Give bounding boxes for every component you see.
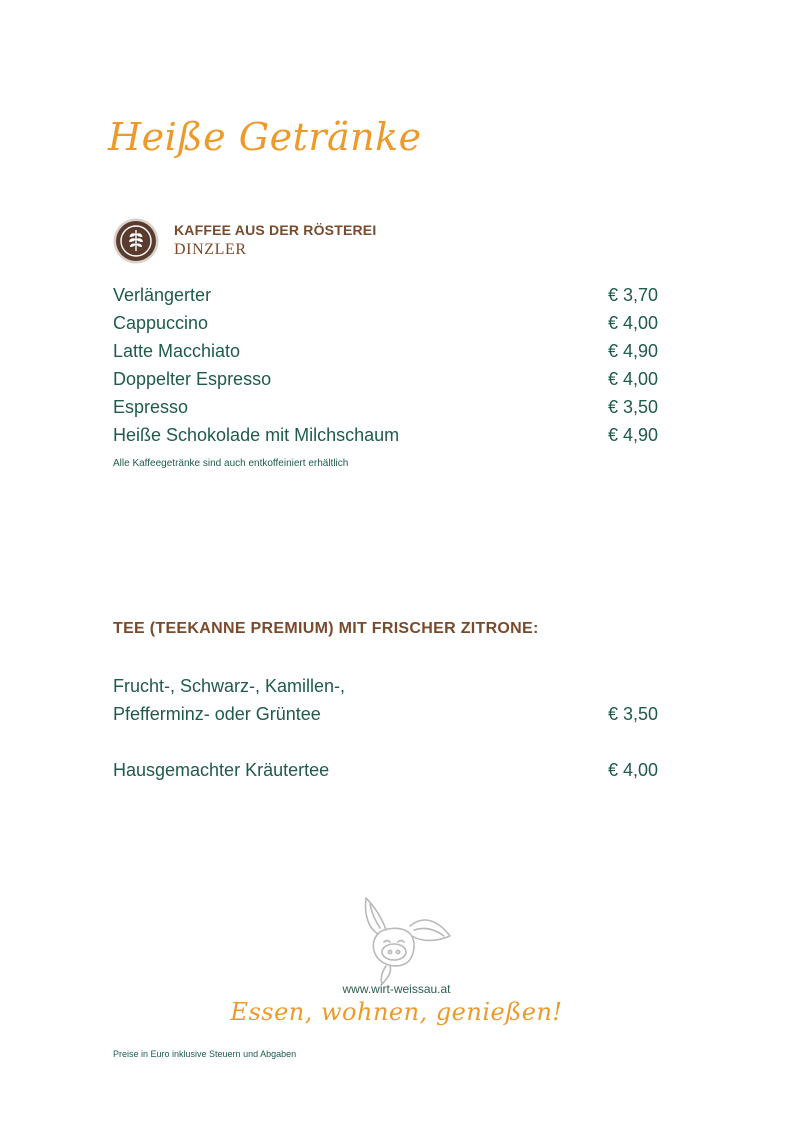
item-name: Espresso (113, 397, 189, 417)
price-note: Preise in Euro inklusive Steuern und Abgaben (113, 1049, 297, 1059)
pig-logo-icon (352, 892, 462, 987)
list-item (113, 421, 658, 449)
item-name: Pfefferminz- oder Grüntee (113, 704, 321, 724)
list-item (113, 365, 658, 393)
tagline: Essen, wohnen, genießen! (230, 998, 563, 1026)
item-price: € 3,70 (607, 285, 658, 305)
item-name: Latte Macchiato (113, 341, 241, 361)
roaster-name: KAFFEE AUS DER RÖSTEREI (174, 222, 377, 238)
page-title: Heiße Getränke (108, 115, 422, 159)
tea-heading: TEE (TEEKANNE PREMIUM) MIT FRISCHER ZITRONE: (113, 620, 539, 637)
item-price: € 4,90 (607, 425, 658, 445)
list-item (113, 309, 658, 337)
item-name: Hausgemachter Kräutertee (113, 760, 330, 780)
leaf-icon (113, 218, 159, 264)
item-price: € 4,00 (607, 369, 658, 389)
item-price: € 3,50 (607, 397, 658, 417)
item-name: Frucht-, Schwarz-, Kamillen-, (113, 676, 346, 696)
list-item (113, 672, 658, 700)
tea-list (113, 672, 658, 784)
website-link[interactable]: www.wirt-weissau.at (342, 982, 451, 996)
list-item (113, 700, 658, 728)
item-price: € 3,50 (607, 704, 658, 724)
item-name: Cappuccino (113, 313, 209, 333)
item-name: Heiße Schokolade mit Milchschaum (113, 425, 400, 445)
item-price: € 4,00 (607, 313, 658, 333)
coffee-list (113, 281, 658, 449)
list-item (113, 756, 658, 784)
item-name: Doppelter Espresso (113, 369, 272, 389)
item-price: € 4,90 (607, 341, 658, 361)
item-price: € 4,00 (607, 760, 658, 780)
item-name: Verlängerter (113, 285, 212, 305)
list-item (113, 337, 658, 365)
decaf-note: Alle Kaffeegetränke sind auch entkoffeiniert erhältlich (113, 458, 349, 469)
roaster-subname: DINZLER (174, 241, 247, 258)
list-item (113, 393, 658, 421)
list-item (113, 281, 658, 309)
